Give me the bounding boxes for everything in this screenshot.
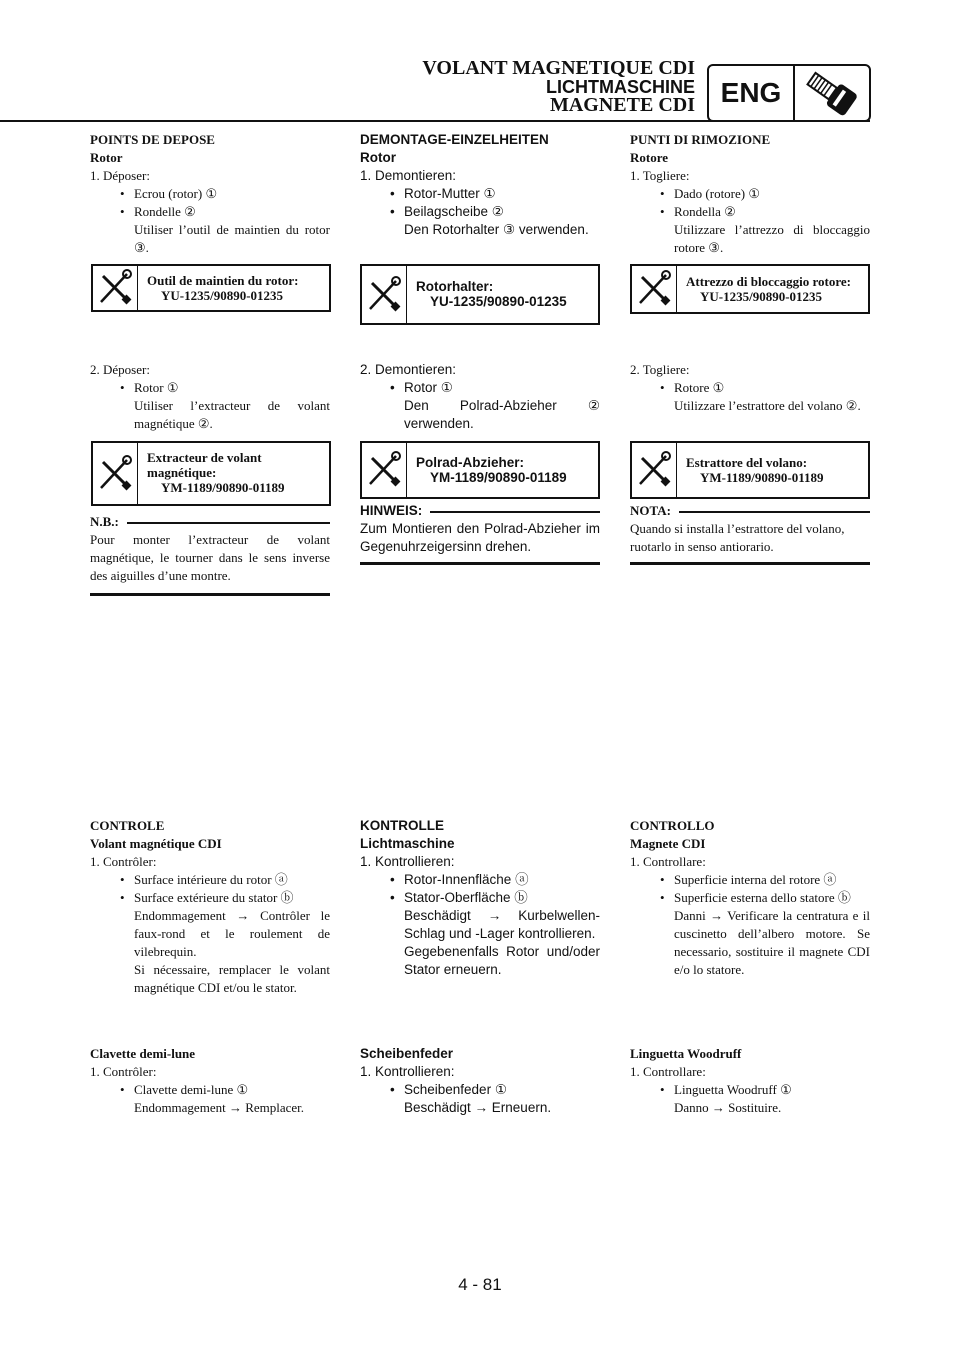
page-number: 4 - 81: [458, 1275, 502, 1294]
fr-key-text: Endommagement → Remplacer.: [134, 1100, 305, 1115]
de-key-text: Beschädigt → Erneuern.: [404, 1100, 552, 1115]
note-de: [360, 502, 600, 565]
de-bullet-3-text: Den Polrad-Abzieher ② verwenden.: [404, 398, 600, 431]
de-key-heading: Scheibenfeder: [360, 1046, 454, 1061]
it-heading: PUNTI DI RIMOZIONE: [630, 132, 771, 147]
title-fr: VOLANT MAGNETIQUE CDI: [422, 57, 695, 79]
tool-number: YM-1189/90890-01189: [161, 480, 285, 495]
tool-name: Rotorhalter:: [416, 279, 494, 294]
de-check-text: Beschädigt → Kurbelwellen-Schlag und -Lager kontrollieren.: [404, 908, 600, 941]
wrench-screwdriver-icon: [632, 266, 677, 312]
it-key-bullet: • Linguetta Woodruff ①: [660, 1082, 792, 1097]
note-text: Zum Montieren den Polrad-Abzieher im Gegenuhrzeigersinn drehen.: [360, 521, 600, 554]
column-de-key: [360, 1045, 600, 1117]
fr-check-text-2: Si nécessaire, remplacer le volant magnétique CDI et/ou le stator.: [134, 962, 330, 995]
it-bullet-2-text: Utilizzare l’attrezzo di bloccaggio rotore ③.: [674, 222, 870, 255]
fr-check-sub: Volant magnétique CDI: [90, 836, 222, 851]
note-label: N.B.:: [90, 514, 119, 529]
tool-number: YU-1235/90890-01235: [700, 289, 823, 304]
tool-name: Extracteur de volant magnétique:: [147, 450, 262, 480]
fr-check-step: 1. Contrôler:: [90, 854, 157, 869]
tool-box-de-2: [360, 441, 600, 499]
badge-label: ENG: [709, 66, 795, 120]
wrench-screwdriver-icon: [362, 443, 407, 497]
it-check-text: Danni → Verificare la centratura e il cuscinetto dell’albero motore. Se necessario, sostituire il magnete CDI e/o lo statore.: [674, 908, 870, 977]
fr-bullet-1: • Ecrou (rotor) ①: [120, 186, 218, 201]
column-de-2: [360, 361, 600, 433]
de-check-sub: Lichtmaschine: [360, 836, 455, 851]
de-step1: 1. Demontieren:: [360, 168, 457, 183]
wrench-screwdriver-icon: [93, 266, 138, 310]
de-bullet-1: • Rotor-Mutter ①: [390, 186, 496, 201]
fr-check-bullet-2: • Surface extérieure du stator ⓑ: [120, 890, 294, 905]
tool-name: Polrad-Abzieher:: [416, 455, 525, 470]
it-check-heading: CONTROLLO: [630, 818, 715, 833]
fr-step1: 1. Déposer:: [90, 168, 150, 183]
tool-box-it-2: [630, 441, 870, 499]
tool-box-fr-2: [91, 441, 331, 506]
title-it: MAGNETE CDI: [549, 94, 695, 116]
note-it: [630, 502, 870, 565]
wrench-screwdriver-icon: [362, 266, 407, 323]
wrench-screwdriver-icon: [632, 443, 677, 497]
fr-key-heading: Clavette demi-lune: [90, 1046, 196, 1061]
column-it: [630, 131, 870, 257]
tool-box-de-1: [360, 264, 600, 325]
column-fr: [90, 131, 330, 257]
column-de: [360, 131, 600, 239]
it-key-heading: Linguetta Woodruff: [630, 1046, 742, 1061]
de-bullet-2-text: Den Rotorhalter ③ verwenden.: [404, 222, 589, 237]
section-badge: [707, 64, 871, 122]
note-label: HINWEIS:: [360, 503, 423, 518]
it-check-bullet-1: • Superficie interna del rotore ⓐ: [660, 872, 837, 887]
tool-box-fr-1: [91, 264, 331, 312]
fr-bullet-3-text: Utiliser l’extracteur de volant magnétique ②.: [134, 398, 330, 431]
fr-sub: Rotor: [90, 150, 123, 165]
de-check-bullet-1: • Rotor-Innenfläche ⓐ: [390, 872, 529, 887]
column-it-key: [630, 1045, 870, 1117]
fr-check-heading: CONTROLE: [90, 818, 165, 833]
it-bullet-3-text: Utilizzare l’estrattore del volano ②.: [674, 398, 861, 413]
de-key-bullet: • Scheibenfeder ①: [390, 1082, 507, 1097]
wrench-screwdriver-icon: [93, 443, 138, 504]
it-bullet-2: • Rondella ②: [660, 204, 736, 219]
fr-bullet-2: • Rondelle ②: [120, 204, 196, 219]
note-text: Quando si installa l’estrattore del volano, ruotarlo in senso antiorario.: [630, 521, 845, 554]
fr-step2: 2. Déposer:: [90, 362, 150, 377]
it-bullet-3: • Rotore ①: [660, 380, 725, 395]
tool-number: YM-1189/90890-01189: [700, 470, 824, 485]
it-check-step: 1. Controllare:: [630, 854, 706, 869]
note-text: Pour monter l’extracteur de volant magnétique, le tourner dans le sens inverse des aiguilles d’une montre.: [90, 532, 330, 583]
header-rule: [0, 120, 870, 122]
de-bullet-2: • Beilagscheibe ②: [390, 204, 504, 219]
bolt-wrench-icon: [795, 66, 869, 120]
tool-box-it-1: [630, 264, 870, 314]
de-key-step: 1. Kontrollieren:: [360, 1064, 455, 1079]
tool-number: YU-1235/90890-01235: [430, 294, 567, 309]
tool-name: Attrezzo di bloccaggio rotore:: [686, 274, 851, 289]
de-step2: 2. Demontieren:: [360, 362, 457, 377]
it-sub: Rotore: [630, 150, 669, 165]
de-heading: DEMONTAGE-EINZELHEITEN: [360, 132, 549, 147]
fr-check-bullet-1: • Surface intérieure du rotor ⓐ: [120, 872, 288, 887]
fr-heading: POINTS DE DEPOSE: [90, 132, 215, 147]
column-fr-2: [90, 361, 330, 433]
fr-key-step: 1. Contrôler:: [90, 1064, 157, 1079]
column-fr-key: [90, 1045, 330, 1117]
de-sub: Rotor: [360, 150, 396, 165]
fr-bullet-2-text: Utiliser l’outil de maintien du rotor ③.: [134, 222, 330, 255]
it-step1: 1. Togliere:: [630, 168, 690, 183]
de-check-bullet-2: • Stator-Oberfläche ⓑ: [390, 890, 528, 905]
it-key-step: 1. Controllare:: [630, 1064, 706, 1079]
tool-number: YM-1189/90890-01189: [430, 470, 567, 485]
tool-number: YU-1235/90890-01235: [161, 288, 284, 303]
it-check-sub: Magnete CDI: [630, 836, 706, 851]
fr-check-text: Endommagement → Contrôler le faux-rond et le roulement de vilebrequin.: [134, 908, 330, 959]
it-bullet-1: • Dado (rotore) ①: [660, 186, 761, 201]
title-de: LICHTMASCHINE: [546, 77, 695, 97]
de-check-heading: KONTROLLE: [360, 818, 444, 833]
de-check-step: 1. Kontrollieren:: [360, 854, 455, 869]
de-bullet-3: • Rotor ①: [390, 380, 453, 395]
column-de-check: [360, 817, 600, 979]
column-it-2: [630, 361, 870, 415]
fr-key-bullet: • Clavette demi-lune ①: [120, 1082, 249, 1097]
tool-name: Outil de maintien du rotor:: [147, 273, 299, 288]
it-step2: 2. Togliere:: [630, 362, 690, 377]
it-key-text: Danno → Sostituire.: [674, 1100, 782, 1115]
fr-bullet-3: • Rotor ①: [120, 380, 179, 395]
column-it-check: [630, 817, 870, 979]
it-check-bullet-2: • Superficie esterna dello statore ⓑ: [660, 890, 851, 905]
note-fr: [90, 513, 330, 596]
tool-name: Estrattore del volano:: [686, 455, 808, 470]
de-check-text-2: Gegebenenfalls Rotor und/oder Stator erneuern.: [404, 944, 600, 977]
note-label: NOTA:: [630, 503, 671, 518]
column-fr-check: [90, 817, 330, 997]
